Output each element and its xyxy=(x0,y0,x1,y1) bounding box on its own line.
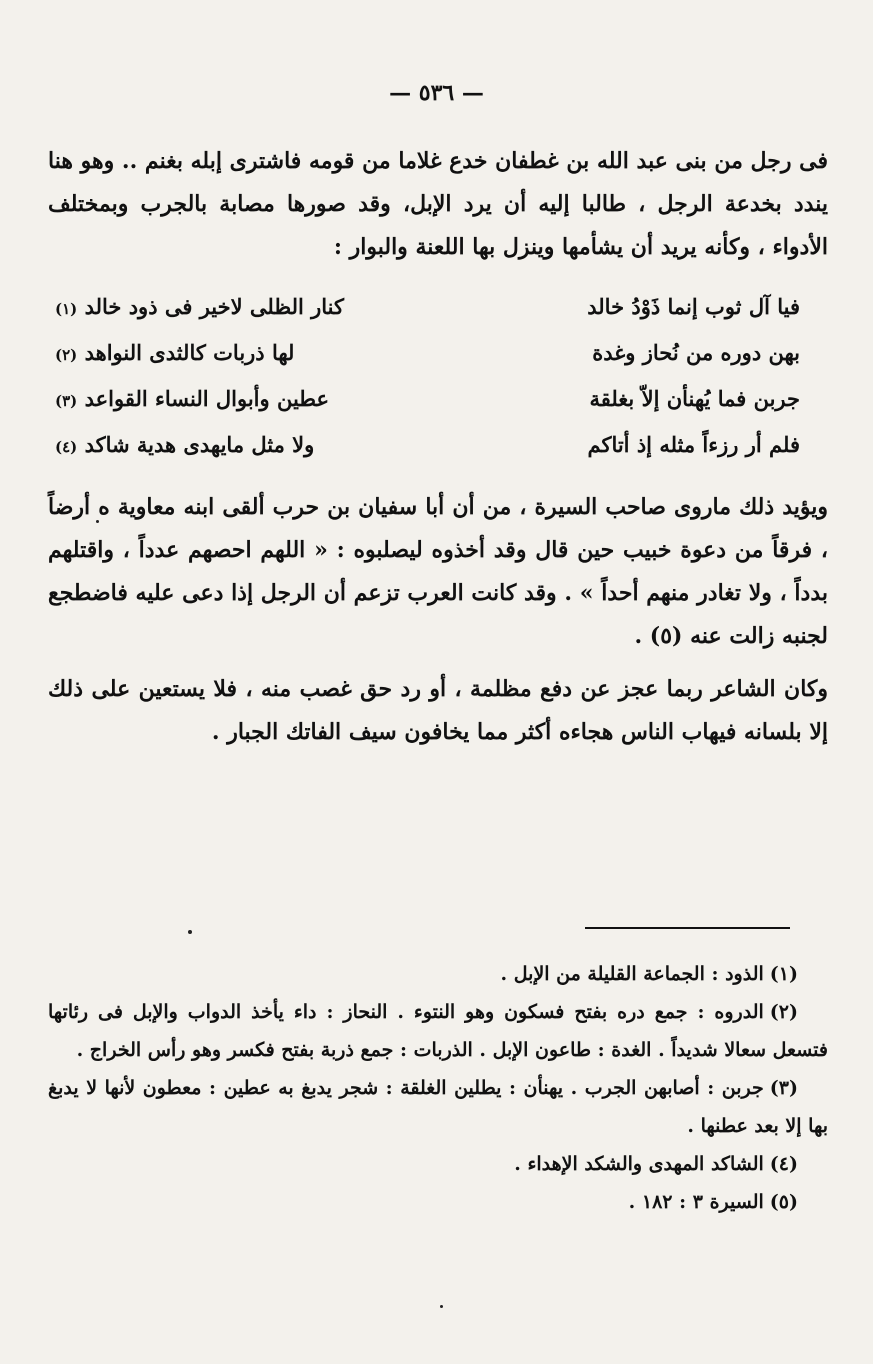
verse-footnote-ref: (٣) xyxy=(55,392,78,410)
verse-second-hemistich: لها ذربات كالثدى النواهد (٢) xyxy=(55,340,295,365)
footnote-number: (١) xyxy=(769,963,798,985)
verse-footnote-ref: (٤) xyxy=(55,438,78,456)
footnote xyxy=(48,1069,828,1145)
footnote-number: (٤) xyxy=(769,1153,798,1175)
paragraph-poet: وكان الشاعر ربما عجز عن دفع مظلمة ، أو رد حق غصب منه ، فلا يستعين على ذلك إلا بلسانه فيهاب الناس هجاءه أكثر مما يخافون سيف الفاتك الجبار . xyxy=(48,676,828,745)
footnote xyxy=(48,1183,828,1221)
footnote-number: (٥) xyxy=(769,1191,798,1213)
verse-first-hemistich: فلم أر رزءاً مثله إذ أتاكم xyxy=(587,432,800,457)
verse-first-hemistich: جربن فما يُهنأن إلاّ بغلقة xyxy=(589,386,800,411)
paragraph-sira: ويؤيد ذلك ماروى صاحب السيرة ، من أن أبا سفيان بن حرب ألقى ابنه معاوية ه أرضاً ، فرقاً من دعوة خبيب حين قال وقد أخذوه ليصلبوه : « اللهم احصهم عدداً ، واقتلهم بدداً ، ولا تغادر منهم أحداً » . وقد كانت العرب تزعم أن الرجل إذا دعى عليه فاضطجع لجنبه زالت عنه (٥) . xyxy=(48,494,828,649)
footnote-text: الشاكد المهدى والشكد الإهداء . xyxy=(514,1153,764,1175)
poem-verse xyxy=(55,422,800,468)
scan-speck xyxy=(188,930,192,934)
poem-verse xyxy=(55,330,800,376)
verse-second-hemistich: كنار الظلى لاخير فى ذود خالد (١) xyxy=(55,294,345,319)
verse-first-hemistich: بهن دوره من نُحاز وغدة xyxy=(592,340,800,365)
scan-speck xyxy=(96,520,99,523)
footnotes xyxy=(48,955,828,1221)
footnote-text: جربن : أصابهن الجرب . يهنأن : يطلين الغلقة : شجر يدبغ به عطين : معطون لأنها لا يدبغ بها إلا بعد عطنها . xyxy=(48,1077,828,1137)
poem xyxy=(55,284,800,468)
page-number: — ٥٣٦ — xyxy=(389,80,484,106)
footnote xyxy=(48,955,828,993)
poem-verse xyxy=(55,376,800,422)
paragraph-intro: فى رجل من بنى عبد الله بن غطفان خدع غلاما من قومه فاشترى إبله بغنم .. وهو هنا يندد بخدعة الرجل ، طالبا إليه أن يرد الإبل، وقد صورها مصابة بالجرب وبمختلف الأدواء ، وكأنه يريد أن يشأمها وينزل بها اللعنة والبوار : xyxy=(48,148,828,260)
verse-first-hemistich: فيا آل ثوب إنما ذَوْدُ خالد xyxy=(587,294,800,319)
verse-second-hemistich: عطين وأبوال النساء القواعد (٣) xyxy=(55,386,330,411)
footnote-text: الذود : الجماعة القليلة من الإبل . xyxy=(500,963,764,985)
footnote-text: السيرة ٣ : ١٨٢ . xyxy=(628,1191,764,1213)
verse-footnote-ref: (٢) xyxy=(55,346,78,364)
verse-second-hemistich: ولا مثل مايهدى هدية شاكد (٤) xyxy=(55,432,315,457)
footnote-text: الدروه : جمع دره بفتح فسكون وهو النتوء . النحاز : داء يأخذ الدواب والإبل فى رئاتها فتسعل سعالا شديداً . الغدة : طاعون الإبل . الذربات : جمع ذربة بفتح فكسر وهو رأس الخراج . xyxy=(48,1001,828,1061)
verse-footnote-ref: (١) xyxy=(55,300,78,318)
poem-verse xyxy=(55,284,800,330)
scan-speck xyxy=(440,1305,443,1308)
footnote xyxy=(48,1145,828,1183)
footnote-number: (٢) xyxy=(769,1001,798,1023)
footnote-divider xyxy=(585,927,790,929)
footnote-number: (٣) xyxy=(769,1077,798,1099)
footnote xyxy=(48,993,828,1069)
